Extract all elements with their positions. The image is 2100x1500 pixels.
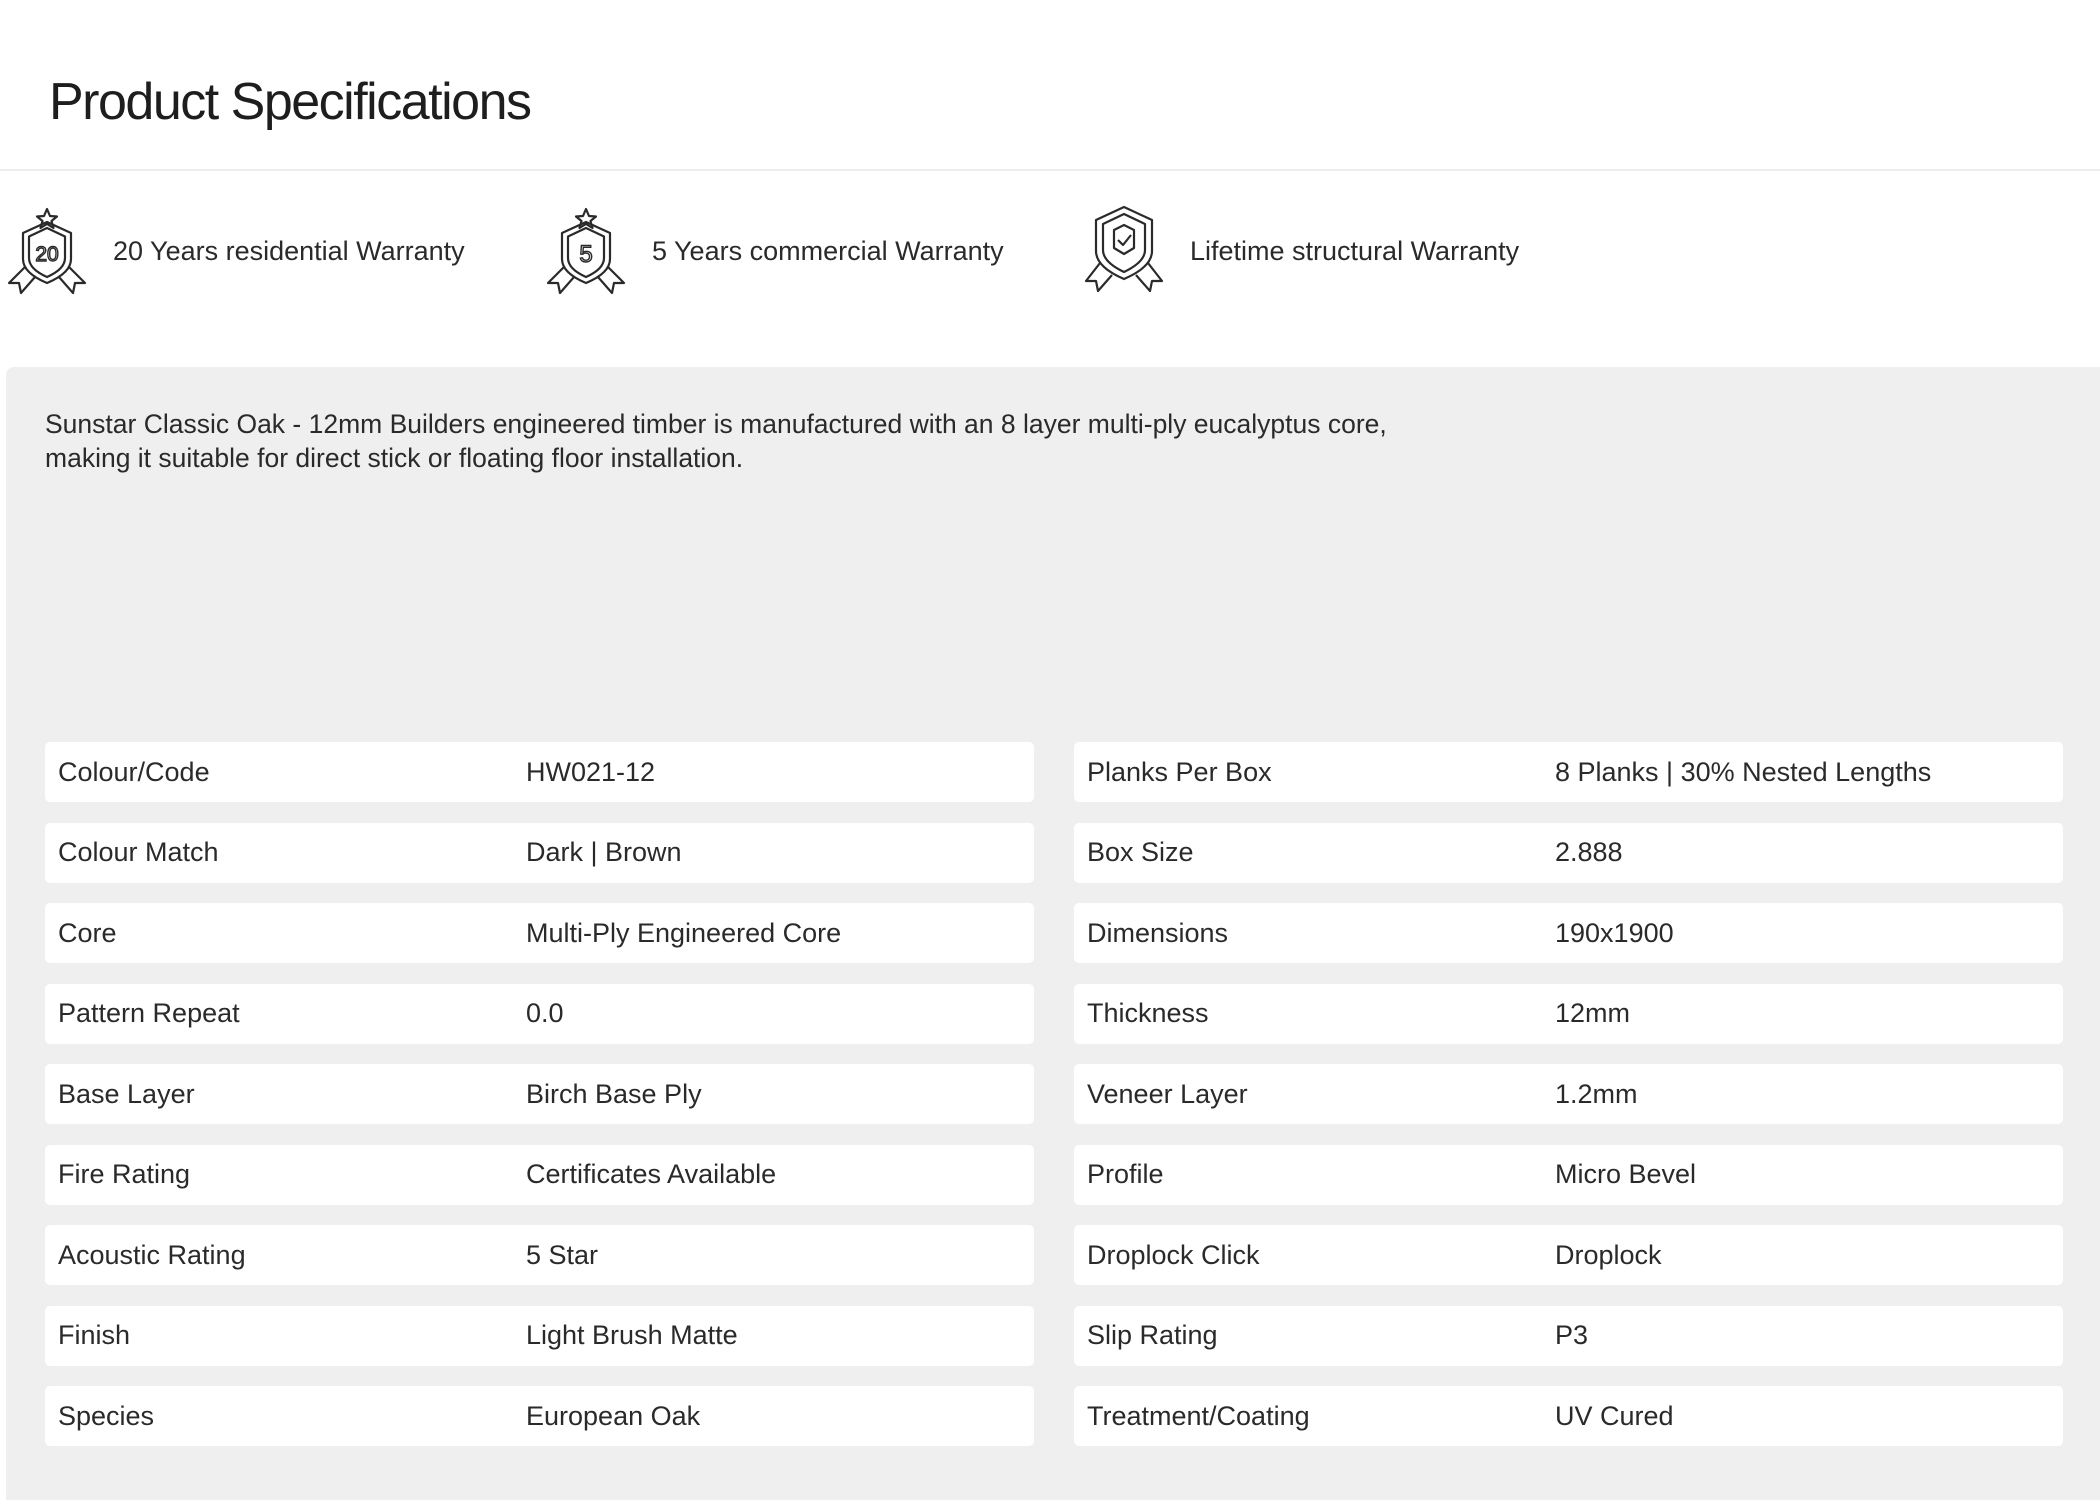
- spec-value: Certificates Available: [526, 1159, 777, 1189]
- spec-value: 2.888: [1555, 837, 1623, 867]
- spec-label: Droplock Click: [1087, 1239, 1260, 1270]
- spec-label: Slip Rating: [1087, 1320, 1218, 1350]
- spec-value: HW021-12: [526, 756, 656, 787]
- spec-value: Micro Bevel: [1555, 1159, 1697, 1189]
- title-bar: [0, 0, 2100, 171]
- spec-value: Multi-Ply Engineered Core: [526, 917, 842, 948]
- warranty-residential: [5, 203, 465, 299]
- spec-row: [45, 823, 1034, 883]
- warranty-residential-label: 20 Years residential Warranty: [113, 235, 465, 266]
- spec-row: [45, 1225, 1034, 1285]
- spec-value: European Oak: [526, 1400, 701, 1431]
- spec-row: [1074, 903, 2063, 963]
- warranty-commercial: [544, 203, 1004, 299]
- spec-label: Dimensions: [1087, 917, 1229, 948]
- warranty-structural: [1082, 203, 1519, 299]
- spec-value: 8 Planks | 30% Nested Lengths: [1555, 756, 1932, 787]
- spec-label: Finish: [58, 1320, 131, 1350]
- spec-label: Box Size: [1087, 837, 1194, 867]
- spec-row: [1074, 1386, 2063, 1446]
- svg-text:20: 20: [35, 243, 59, 266]
- spec-row: [45, 1145, 1034, 1205]
- spec-row: [45, 984, 1034, 1044]
- spec-label: Colour Match: [58, 837, 219, 867]
- spec-label: Fire Rating: [58, 1159, 191, 1189]
- warranty-row: [0, 203, 2100, 303]
- spec-label: Colour/Code: [58, 756, 210, 787]
- product-description: Sunstar Classic Oak - 12mm Builders engineered timber is manufactured with an 8 layer multi-ply eucalyptus core, making it suitable for direct stick or floating floor installation.: [45, 409, 1387, 473]
- spec-value: Birch Base Ply: [526, 1078, 702, 1109]
- page-title: Product Specifications: [49, 73, 531, 131]
- spec-value: P3: [1555, 1320, 1589, 1350]
- spec-row: [45, 903, 1034, 963]
- spec-table-left: [45, 742, 1034, 1467]
- spec-row: [1074, 1064, 2063, 1124]
- spec-row: [45, 1064, 1034, 1124]
- spec-label: Core: [58, 917, 117, 948]
- spec-row: [1074, 823, 2063, 883]
- spec-row: [1074, 1306, 2063, 1366]
- specifications-panel: [6, 367, 2100, 1500]
- spec-row: [1074, 1145, 2063, 1205]
- spec-value: 0.0: [526, 998, 564, 1028]
- spec-label: Treatment/Coating: [1087, 1400, 1310, 1431]
- spec-row: [1074, 984, 2063, 1044]
- spec-table-right: [1074, 742, 2063, 1467]
- spec-value: 5 Star: [526, 1239, 599, 1270]
- spec-label: Planks Per Box: [1087, 756, 1272, 787]
- warranty-5-badge-icon: [544, 203, 628, 299]
- warranty-commercial-label: 5 Years commercial Warranty: [652, 235, 1004, 266]
- warranty-check-badge-icon: [1082, 203, 1166, 299]
- spec-value: 1.2mm: [1555, 1078, 1638, 1109]
- warranty-20-badge-icon: [5, 203, 89, 299]
- spec-value: Droplock: [1555, 1239, 1662, 1270]
- spec-value: Light Brush Matte: [526, 1320, 738, 1350]
- spec-value: Dark | Brown: [526, 837, 682, 867]
- spec-label: Pattern Repeat: [58, 998, 240, 1028]
- spec-row: [45, 1306, 1034, 1366]
- warranty-structural-label: Lifetime structural Warranty: [1190, 235, 1520, 266]
- svg-text:5: 5: [579, 241, 593, 268]
- spec-label: Veneer Layer: [1087, 1078, 1248, 1109]
- spec-row: [1074, 1225, 2063, 1285]
- spec-label: Thickness: [1087, 998, 1209, 1028]
- spec-label: Base Layer: [58, 1078, 195, 1109]
- spec-label: Profile: [1087, 1159, 1164, 1189]
- spec-value: 12mm: [1555, 998, 1631, 1028]
- spec-label: Acoustic Rating: [58, 1239, 246, 1270]
- spec-row: [45, 1386, 1034, 1446]
- spec-value: UV Cured: [1555, 1400, 1674, 1431]
- spec-label: Species: [58, 1400, 155, 1431]
- spec-value: 190x1900: [1555, 917, 1674, 948]
- spec-row: [1074, 742, 2063, 802]
- spec-row: [45, 742, 1034, 802]
